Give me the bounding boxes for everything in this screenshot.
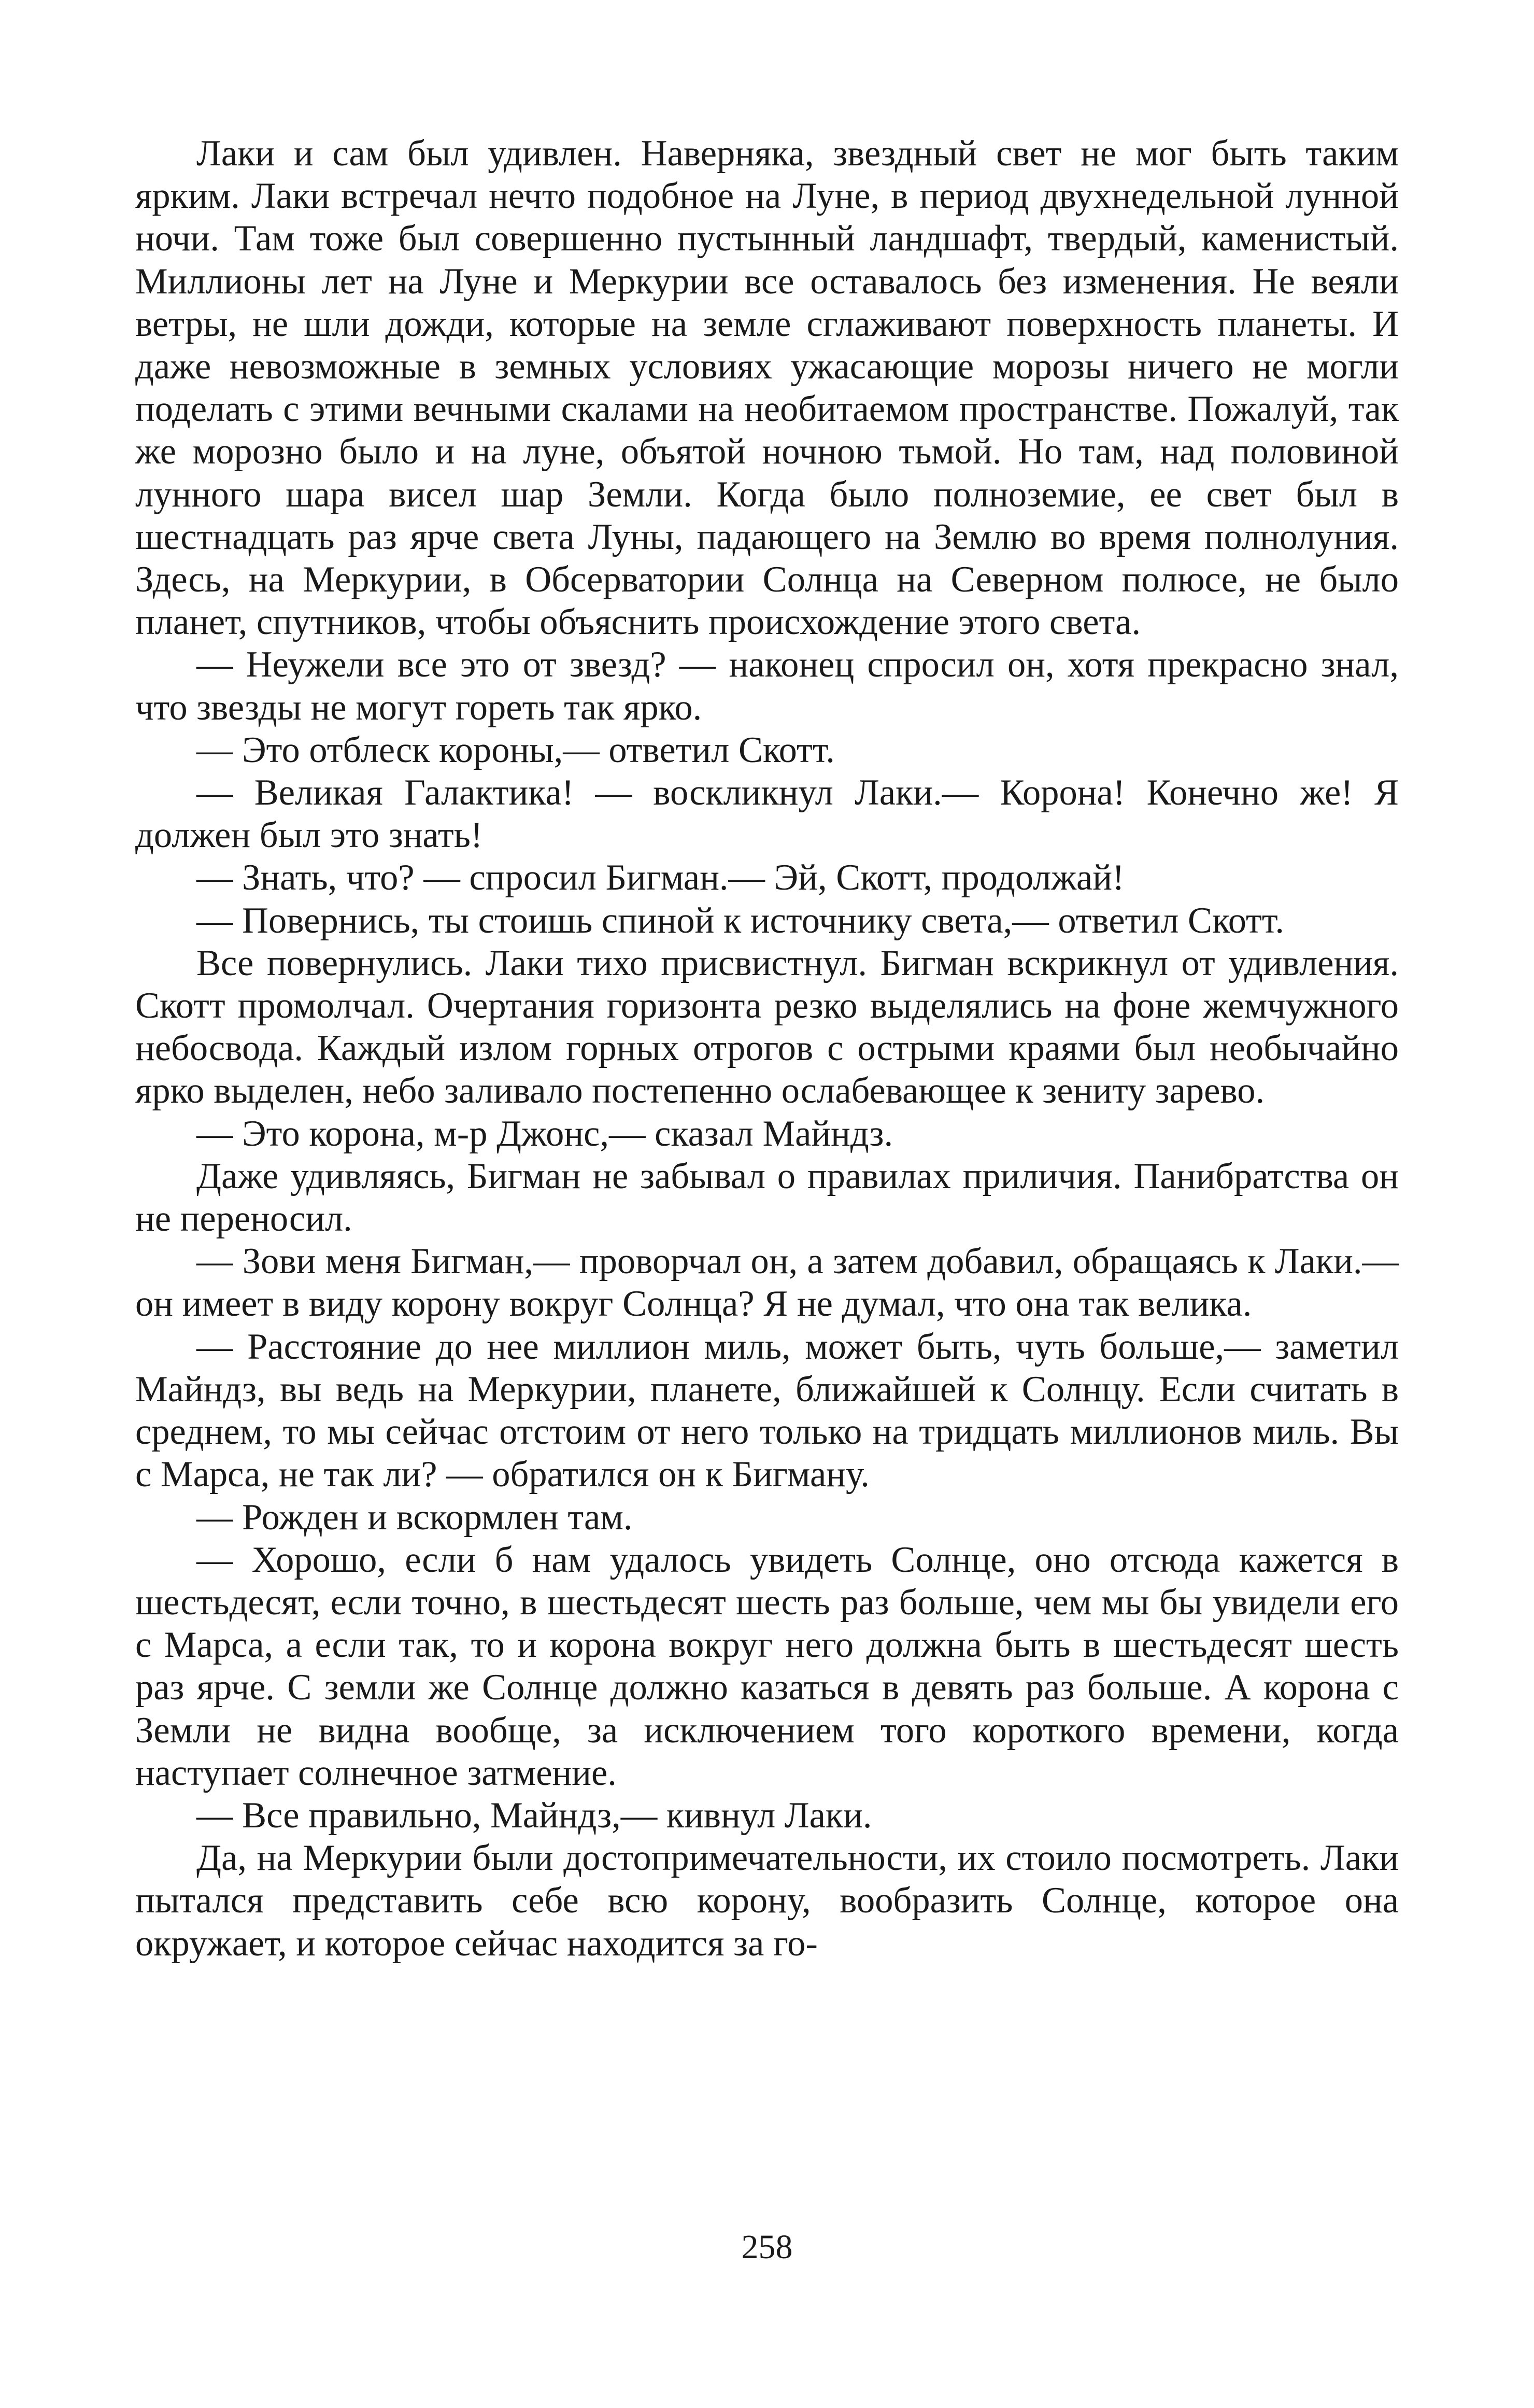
paragraph-2: — Неужели все это от звезд? — наконец спросил он, хотя прекрасно знал, что звезды не могут гореть так ярко.	[135, 644, 1399, 728]
paragraph-5: — Знать, что? — спросил Бигман.— Эй, Скотт, продолжай!	[196, 857, 1125, 898]
paragraph-12: — Рожден и вскормлен там.	[196, 1497, 633, 1538]
paragraph-4: — Великая Галактика! — воскликнул Лаки.— Корона! Конечно же! Я должен был это знать!	[135, 772, 1399, 856]
paragraph-6: — Повернись, ты стоишь спиной к источнику света,— ответил Скотт.	[196, 900, 1284, 941]
paragraph-14: — Все правильно, Майндз,— кивнул Лаки.	[196, 1795, 872, 1836]
paragraph-1: Лаки и сам был удивлен. Наверняка, звездный свет не мог быть таким ярким. Лаки встречал нечто подобное на Луне, в период двухнедельной лунной ночи. Там тоже был совершенно пустынный ландшафт, твердый, каменистый. Миллионы лет на Луне и Меркурии все оставалось без изменения. Не веяли ветры, не шли дожди, которые на земле сглаживают поверхность планеты. И даже невозможные в земных условиях ужасающие морозы ничего не могли поделать с этими вечными скалами на необитаемом пространстве. Пожалуй, так же морозно было и на луне, объятой ночною тьмой. Но там, над половиной лунного шара висел шар Земли. Когда было полноземие, ее свет был в шестнадцать раз ярче света Луны, падающего на Землю во время полнолуния. Здесь, на Меркурии, в Обсерватории Солнца на Северном полюсе, не было планет, спутников, чтобы объяснить происхождение этого света.	[135, 133, 1399, 643]
paragraph-9: Даже удивляясь, Бигман не забывал о правилах приличия. Панибратства он не переносил.	[135, 1156, 1399, 1240]
page-number: 258	[741, 2228, 793, 2266]
paragraph-8: — Это корона, м-р Джонс,— сказал Майндз.	[196, 1113, 893, 1154]
paragraph-13: — Хорошо, если б нам удалось увидеть Солнце, оно отсюда кажется в шестьдесят, если точно, в шестьдесят шесть раз больше, чем мы бы увидели его с Марса, а если так, то и корона вокруг него должна быть в шестьдесят шесть раз ярче. С земли же Солнце должно казаться в девять раз больше. А корона с Земли не видна вообще, за исключением того короткого времени, когда наступает солнечное затмение.	[135, 1539, 1399, 1793]
paragraph-10: — Зови меня Бигман,— проворчал он, а затем добавил, обращаясь к Лаки.— он имеет в виду корону вокруг Солнца? Я не думал, что она так велика.	[135, 1241, 1399, 1325]
paragraph-7: Все повернулись. Лаки тихо присвистнул. Бигман вскрикнул от удивления. Скотт промолчал. Очертания горизонта резко выделялись на фоне жемчужного небосвода. Каждый излом горных отрогов с острыми краями был необычайно ярко выделен, небо заливало постепенно ослабевающее к зениту зарево.	[135, 942, 1399, 1111]
paragraph-15: Да, на Меркурии были достопримечательности, их стоило посмотреть. Лаки пытался представить себе всю корону, вообразить Солнце, которое она окружает, и которое сейчас находится за го-	[135, 1838, 1399, 1964]
page-text-block	[135, 132, 1399, 1965]
paragraph-11: — Расстояние до нее миллион миль, может быть, чуть больше,— заметил Майндз, вы ведь на Меркурии, планете, ближайшей к Солнцу. Если считать в среднем, то мы сейчас отстоим от него только на тридцать миллионов миль. Вы с Марса, не так ли? — обратился он к Бигману.	[135, 1326, 1399, 1495]
paragraph-3: — Это отблеск короны,— ответил Скотт.	[196, 729, 835, 770]
